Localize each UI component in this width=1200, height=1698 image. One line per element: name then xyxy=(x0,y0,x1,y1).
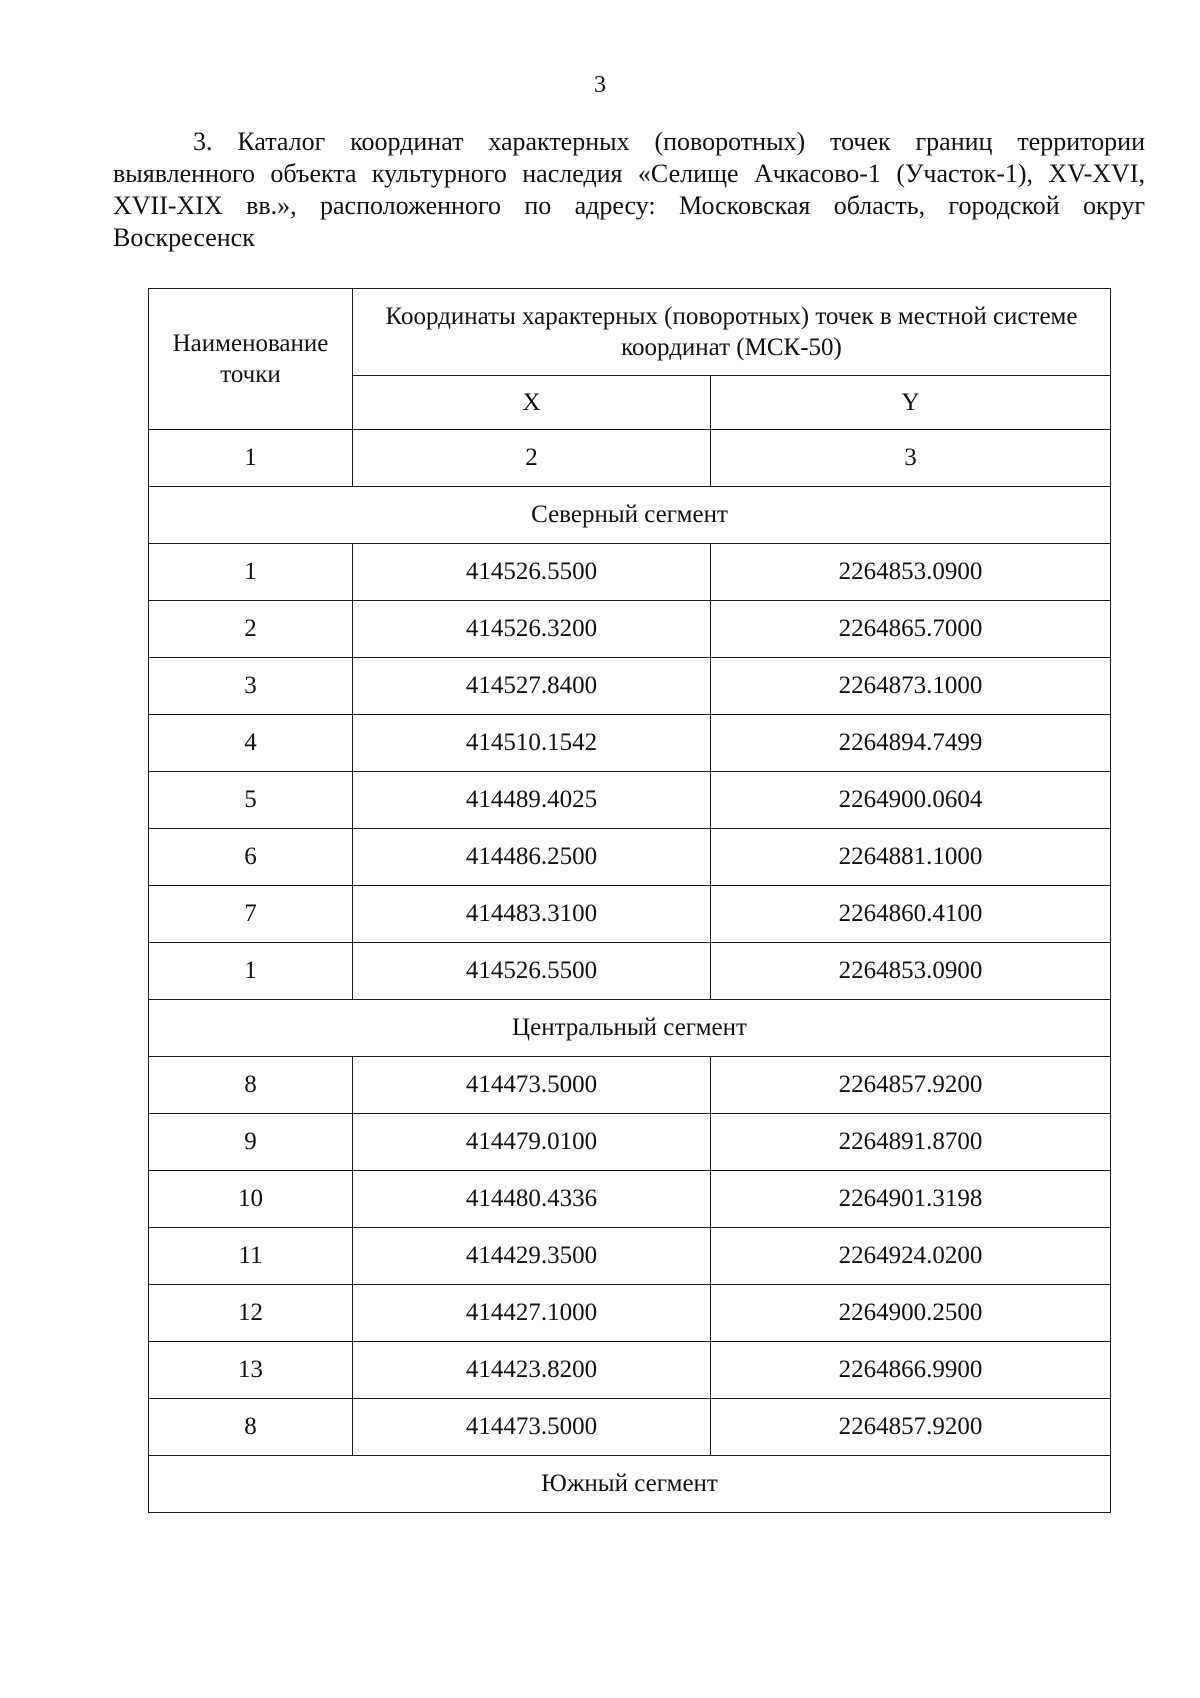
table-row xyxy=(149,1114,1111,1171)
y-coordinate-cell: 2264901.3198 xyxy=(711,1171,1111,1228)
x-coordinate-cell: 414489.4025 xyxy=(353,772,711,829)
column-number: 2 xyxy=(353,430,711,487)
point-name-cell: 4 xyxy=(149,715,353,772)
y-coordinate-cell: 2264894.7499 xyxy=(711,715,1111,772)
table-row xyxy=(149,1057,1111,1114)
y-coordinate-cell: 2264873.1000 xyxy=(711,658,1111,715)
y-coordinate-cell: 2264865.7000 xyxy=(711,601,1111,658)
y-coordinate-cell: 2264881.1000 xyxy=(711,829,1111,886)
x-coordinate-cell: 414479.0100 xyxy=(353,1114,711,1171)
y-coordinate-cell: 2264900.0604 xyxy=(711,772,1111,829)
header-x: X xyxy=(353,376,711,430)
point-name-cell: 9 xyxy=(149,1114,353,1171)
x-coordinate-cell: 414510.1542 xyxy=(353,715,711,772)
x-coordinate-cell: 414486.2500 xyxy=(353,829,711,886)
table-row xyxy=(149,1285,1111,1342)
header-coordinates: Координаты характерных (поворотных) точек в местной системе координат (МСК-50) xyxy=(353,289,1111,376)
table-row xyxy=(149,658,1111,715)
point-name-cell: 10 xyxy=(149,1171,353,1228)
point-name-cell: 1 xyxy=(149,943,353,1000)
segment-header-row xyxy=(149,1456,1111,1513)
point-name-cell: 13 xyxy=(149,1342,353,1399)
table-row xyxy=(149,943,1111,1000)
table-row xyxy=(149,1228,1111,1285)
header-point-name: Наименование точки xyxy=(149,289,353,430)
segment-header-row xyxy=(149,1000,1111,1057)
x-coordinate-cell: 414473.5000 xyxy=(353,1057,711,1114)
point-name-cell: 3 xyxy=(149,658,353,715)
y-coordinate-cell: 2264924.0200 xyxy=(711,1228,1111,1285)
x-coordinate-cell: 414526.3200 xyxy=(353,601,711,658)
column-number-row xyxy=(149,430,1111,487)
x-coordinate-cell: 414473.5000 xyxy=(353,1399,711,1456)
table-body xyxy=(149,430,1111,1513)
table-row xyxy=(149,715,1111,772)
segment-title: Южный сегмент xyxy=(149,1456,1111,1513)
point-name-cell: 12 xyxy=(149,1285,353,1342)
point-name-cell: 8 xyxy=(149,1057,353,1114)
table-header xyxy=(149,289,1111,430)
segment-title: Центральный сегмент xyxy=(149,1000,1111,1057)
x-coordinate-cell: 414423.8200 xyxy=(353,1342,711,1399)
x-coordinate-cell: 414427.1000 xyxy=(353,1285,711,1342)
page-number: 3 xyxy=(594,72,606,98)
point-name-cell: 6 xyxy=(149,829,353,886)
x-coordinate-cell: 414526.5500 xyxy=(353,544,711,601)
header-y: Y xyxy=(711,376,1111,430)
table-row xyxy=(149,1342,1111,1399)
y-coordinate-cell: 2264857.9200 xyxy=(711,1057,1111,1114)
table-row xyxy=(149,829,1111,886)
y-coordinate-cell: 2264853.0900 xyxy=(711,943,1111,1000)
table-row xyxy=(149,601,1111,658)
table-row xyxy=(149,1171,1111,1228)
y-coordinate-cell: 2264866.9900 xyxy=(711,1342,1111,1399)
x-coordinate-cell: 414526.5500 xyxy=(353,943,711,1000)
x-coordinate-cell: 414527.8400 xyxy=(353,658,711,715)
point-name-cell: 1 xyxy=(149,544,353,601)
y-coordinate-cell: 2264857.9200 xyxy=(711,1399,1111,1456)
x-coordinate-cell: 414480.4336 xyxy=(353,1171,711,1228)
point-name-cell: 11 xyxy=(149,1228,353,1285)
point-name-cell: 8 xyxy=(149,1399,353,1456)
x-coordinate-cell: 414483.3100 xyxy=(353,886,711,943)
point-name-cell: 7 xyxy=(149,886,353,943)
point-name-cell: 5 xyxy=(149,772,353,829)
x-coordinate-cell: 414429.3500 xyxy=(353,1228,711,1285)
segment-title: Северный сегмент xyxy=(149,487,1111,544)
y-coordinate-cell: 2264853.0900 xyxy=(711,544,1111,601)
segment-header-row xyxy=(149,487,1111,544)
point-name-cell: 2 xyxy=(149,601,353,658)
table-row xyxy=(149,886,1111,943)
coordinates-table xyxy=(148,288,1111,1513)
table-row xyxy=(149,544,1111,601)
y-coordinate-cell: 2264891.8700 xyxy=(711,1114,1111,1171)
y-coordinate-cell: 2264900.2500 xyxy=(711,1285,1111,1342)
table-row xyxy=(149,1399,1111,1456)
table-row xyxy=(149,772,1111,829)
y-coordinate-cell: 2264860.4100 xyxy=(711,886,1111,943)
intro-paragraph: 3. Каталог координат характерных (поворотных) точек границ территории выявленного объекта культурного наследия «Селище Ачкасово-1 (Участок-1), XV-XVI, XVII-XIX вв.», расположенного по адресу: Московская область, городской округ Воскресенск xyxy=(113,127,1145,252)
column-number: 1 xyxy=(149,430,353,487)
column-number: 3 xyxy=(711,430,1111,487)
